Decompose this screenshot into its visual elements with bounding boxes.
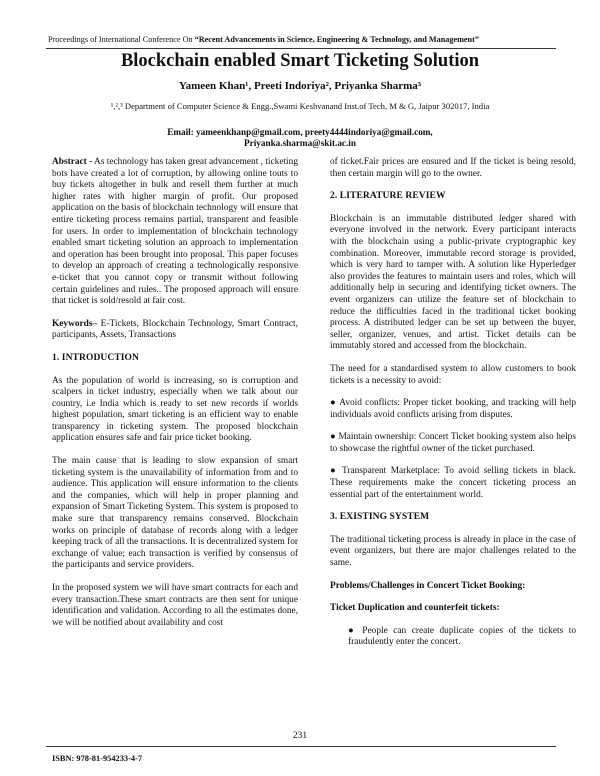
- intro-paragraph-1: As the population of world is increasing, so is corruption and scalpers in ticket industry, especially when we talk about our country, i.e India which is ready to set new records if worlds highest population, smart ticketing is an efficient way to enable transparency in ticketing system. The proposed blockchain application ensures safe and fair price ticket booking.: [52, 375, 298, 444]
- bullet-avoid-conflicts: ● Avoid conflicts: Proper ticket booking, and tracking will help individuals avoid conflicts arising from disputes.: [330, 398, 576, 420]
- duplication-heading: Ticket Duplication and counterfeit tickets:: [330, 603, 500, 614]
- email-line-1: Email: yameenkhanp@gmail.com, preety4444indoriya@gmail.com,: [167, 127, 433, 137]
- footer-rule: [46, 746, 556, 747]
- header-rule: [46, 48, 556, 49]
- problems-heading: Problems/Challenges in Concert Ticket Booking:: [330, 580, 526, 591]
- keywords-text: E-Tickets, Blockchain Technology, Smart Contract, participants, Assets, Transactions: [52, 318, 298, 341]
- header-conference: “Recent Advancements in Science, Engineering & Technology, and Management”: [194, 35, 479, 44]
- literature-paragraph-1: Blockchain is an immutable distributed ledger shared with everyone involved in the network. Every participant interacts with the blockchain using a public-private cryptographic key combination. Moreover, immutable record storage is provided, which is very hard to tamper with. A solution like Hyperledger also provides the features to maintain users and roles, which will additionally help in securing and identifying ticket owners. The event organizers can utilize the feature set of blockchain to reduce the difficulties faced in the traditional ticket booking process. A distributed ledger can be set up between the buyer, seller, organizer, venues, and artist. Ticket details can be immutably stored and accessed from the blockchain.: [330, 213, 576, 352]
- page-number: 231: [292, 731, 308, 741]
- intro-heading: 1. INTRODUCTION: [52, 352, 140, 363]
- paper-authors: Yameen Khan¹, Preeti Indoriya², Priyanka Sharma³: [178, 80, 422, 92]
- literature-paragraph-2: The need for a standardised system to allow customers to book tickets is a necessity to avoid:: [330, 363, 576, 386]
- right-column: [330, 157, 576, 660]
- paper-title: Blockchain enabled Smart Ticketing Solution: [120, 51, 480, 71]
- paper-affiliation: ¹,²,³ Department of Computer Science & Engg.,Swami Keshvanand Inst.of Tech, M & G, Jaipur 302017, India: [110, 101, 490, 111]
- header-prefix: Proceedings of International Conference On: [48, 35, 195, 44]
- intro-paragraph-2: The main cause that is leading to slow expansion of smart ticketing system is the unavailability of information from and to audience. This application will ensure information to the clients and the companies, which will help in proper planning and expansion of Smart Ticketing System. This system is proposed to make sure that transparency remains conserved. Blockchain works on principle of database of records along with a ledger keeping track of all the transactions. It is decentralized system for exchange of value; each transaction is verified by consensus of the participants and service providers.: [52, 456, 298, 571]
- bullet-maintain-ownership: ● Maintain ownership: Concert Ticket booking system also helps to showcase the rightful owner of the ticket purchased.: [330, 432, 576, 454]
- email-line-2: Priyanka.sharma@skit.ac.in: [244, 138, 356, 148]
- bullet-duplicate-copies: ● People can create duplicate copies of the tickets to fraudulently enter the concert.: [348, 625, 576, 648]
- abstract-text: As technology has taken great advancement , ticketing bots have created a lot of corruption, by allowing online touts to buy tickets altogether in bulk and resell them further at much higher rates with higher margin of profit. Our proposed application on the basis of blockchain technology will ensure that entire ticketing process remains partial, transparent and feasible for users. In order to implementation of blockchain technology enabled smart ticketing solution an approach to implementation and operation has been brought into proposal. This paper focuses to develop an approach of creating a technologically responsive e-ticket that you cannot copy or transmit without following certain guidelines and rules.. The proposed approach will ensure that ticket is sold/resold at fair cost.: [52, 157, 299, 307]
- existing-system-heading: 3. EXISTING SYSTEM: [330, 512, 430, 523]
- running-header: [48, 35, 554, 44]
- intro-paragraph-3: In the proposed system we will have smart contracts for each and every transaction.These smart contracts are then sent for unique identification and validation. According to all the estimates done, we will be notified about availability and cost: [52, 583, 298, 628]
- abstract-label: Abstract -: [52, 157, 93, 167]
- left-column: [52, 157, 298, 640]
- continuation-paragraph: of ticket.Fair prices are ensured and If the ticket is being resold, then certain margin will go to the owner.: [330, 157, 576, 179]
- existing-system-paragraph: The traditional ticketing process is already in place in the case of event organizers, but there are major challenges related to the same.: [330, 534, 576, 569]
- keywords-label: Keywords–: [52, 318, 98, 329]
- paper-email: [0, 127, 600, 149]
- bullet-transparent-marketplace: ● Transparent Marketplace: To avoid selling tickets in black. These requirements make the concert ticketing process an essential part of the entertainment world.: [330, 466, 576, 500]
- abstract: [52, 157, 298, 308]
- literature-heading: 2. LITERATURE REVIEW: [330, 191, 446, 202]
- isbn: ISBN: 978-81-954233-4-7: [52, 754, 143, 763]
- keywords: [52, 319, 298, 342]
